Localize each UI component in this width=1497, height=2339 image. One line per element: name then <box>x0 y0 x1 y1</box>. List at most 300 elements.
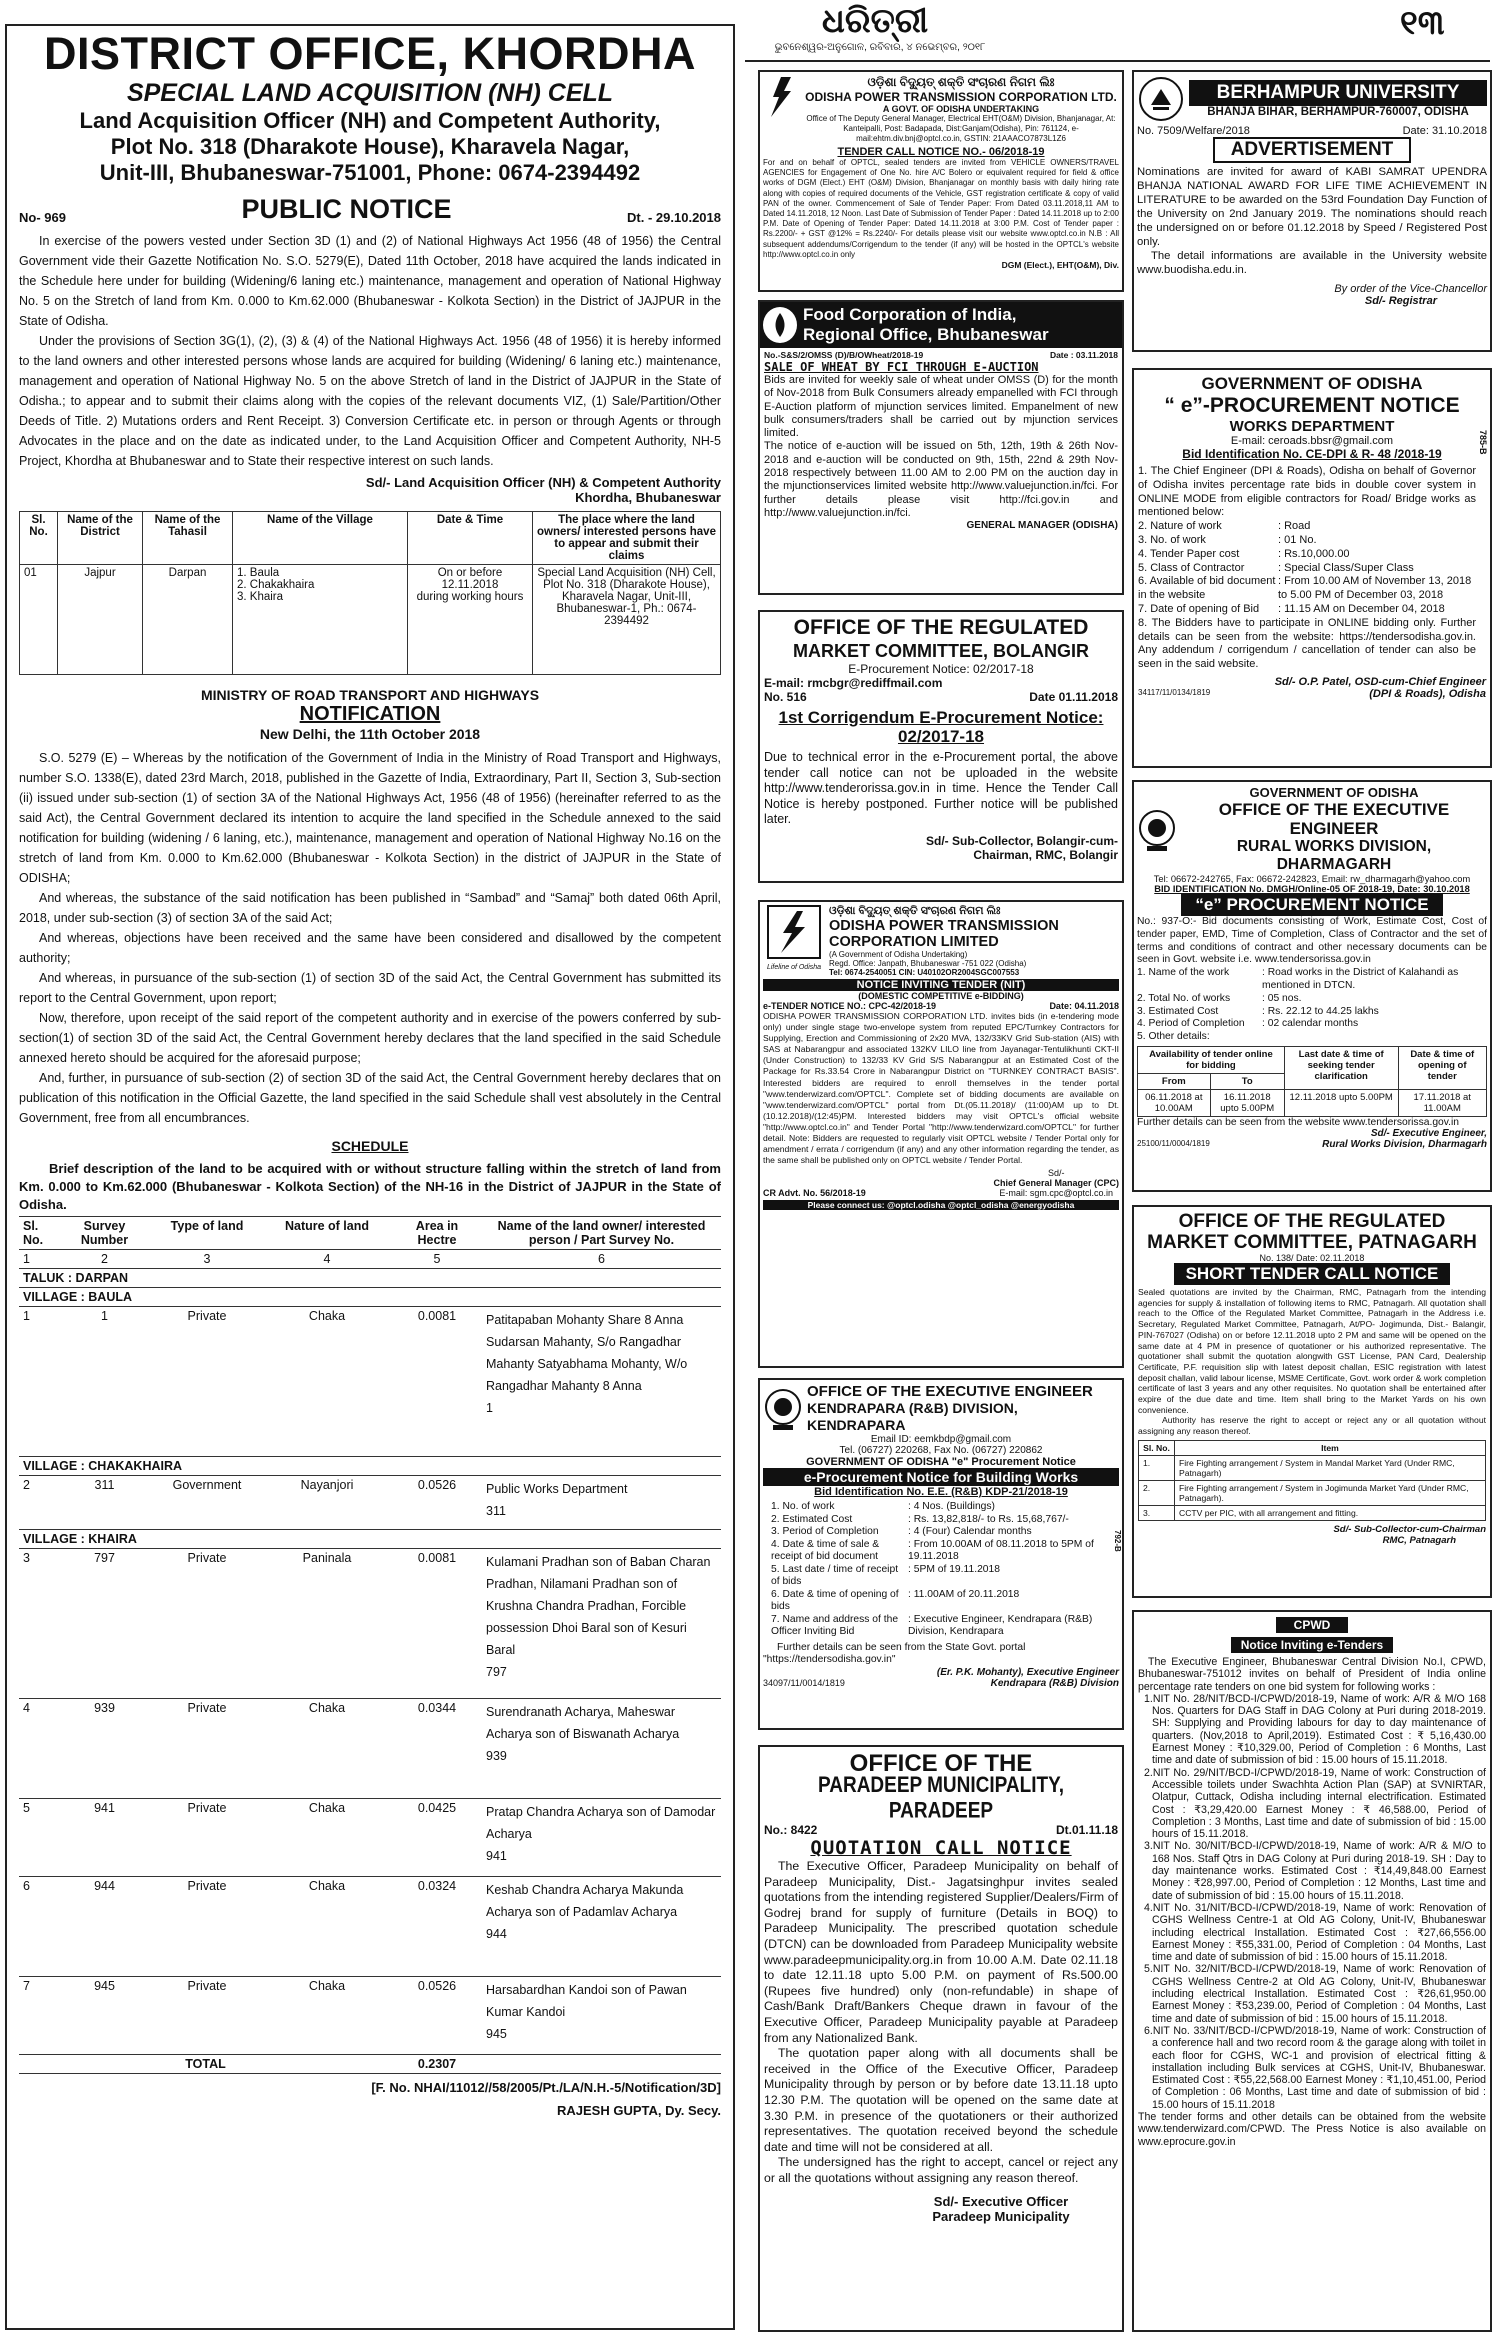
dates-table <box>1137 1046 1487 1117</box>
kendrapara-notice <box>758 1378 1124 1730</box>
item-key: 2. Nature of work <box>1138 520 1222 533</box>
auction-heading: SALE OF WHEAT BY FCI THROUGH E-AUCTION <box>764 360 1039 374</box>
address: Office of The Deputy General Manager, Electrical EHT(O&M) Division, Bhanjanagar, At: Kanteipalli, Post: Badapada, Dist:Ganjam(Odisha), Pin: 761124, e-mail:ehtm.div.bnj@optcl.co.in, GSTIN: 21AAACO7873L1Z6 <box>806 114 1116 143</box>
table-header: Name of the land owner/ interested person / Part Survey No. <box>482 1217 721 1250</box>
column-number: 5 <box>433 1252 441 1266</box>
column-number: 1 <box>23 1252 30 1266</box>
item-value: : 4 (Four) Calendar months <box>908 1526 1032 1537</box>
procurement-heading: “e” PROCUREMENT NOTICE <box>1181 894 1442 916</box>
university-address: BHANJA BIHAR, BERHAMPUR-760007, ODISHA <box>1207 106 1469 118</box>
paragraph: The detail informations are available in the University website www.buodisha.edu.in. <box>1137 250 1487 276</box>
part-survey: 311 <box>486 1504 506 1518</box>
part-survey: 939 <box>486 1749 507 1763</box>
table-header: Availability of tender online for bidding <box>1138 1046 1285 1073</box>
notice-number: No. 138/ Date: 02.11.2018 <box>1259 1253 1365 1263</box>
cell: 7 <box>23 1979 30 1993</box>
advt-number: CR Advt. No. 56/2018-19 <box>763 1188 866 1199</box>
cell: 0.0324 <box>417 1879 457 1893</box>
signature: Sd/- Executive Officer <box>933 2194 1069 2210</box>
optcl-tender-notice <box>758 70 1124 292</box>
cell: 945 <box>94 1979 115 1993</box>
cell: 0.0081 <box>417 1309 457 1323</box>
telephone: Tel. (06727) 220268, Fax No. (06727) 220862 <box>839 1445 1043 1456</box>
procurement-number: E-Procurement Notice: 02/2017-18 <box>848 662 1034 676</box>
paragraph: Authority has reserve the right to accept or reject any or all quotation without assigning any reason thereof. <box>1138 1415 1486 1437</box>
cell: 2 <box>23 1478 30 1492</box>
item-value: : 11.15 AM on December 04, 2018 <box>1278 602 1445 615</box>
paragraph: No.: 937-O:- Bid documents consisting of Work, Estimate Cost, Cost of tender paper, EMD, Time of Completion, Class of Contractor and the set of terms and conditions of contract and other necessary documents can be seen in Govt. website i.e. www.tendersorissa.gov.in <box>1137 916 1487 966</box>
odia-name: ଓଡ଼ିଶା ବିଦ୍ୟୁତ୍ ଶକ୍ତି ସଂଚାରଣ ନିଗମ ଲିଃ <box>867 75 1055 89</box>
table-row <box>19 1799 721 1877</box>
table-cell: 1. <box>1139 1455 1175 1480</box>
cell: Private <box>187 1551 227 1565</box>
office-title: OFFICE OF THE EXECUTIVE ENGINEER <box>807 1383 1093 1400</box>
items-table <box>1138 1440 1486 1521</box>
reference-number: 34117/11/0134/1819 <box>1138 687 1211 697</box>
cell: Paninala <box>302 1551 352 1565</box>
table-row <box>19 1549 721 1699</box>
signature: Sd/- Registrar <box>1364 295 1437 307</box>
office-title: RURAL WORKS DIVISION, DHARMAGARH <box>1236 838 1432 873</box>
column-number: 6 <box>598 1252 605 1266</box>
cell: Chaka <box>308 1701 346 1715</box>
signature: GENERAL MANAGER (ODISHA) <box>966 520 1118 532</box>
table-cell: 3. <box>1139 1505 1175 1520</box>
masthead <box>745 1 1005 41</box>
address-line: Plot No. 318 (Dharakote House), Kharavela Nagar, <box>110 134 630 159</box>
reference-number: 34097/11/0014/1819 <box>763 1677 845 1688</box>
table-cell: CCTV per PIC, with all arrangement and fitting. <box>1175 1505 1486 1520</box>
company-name: ODISHA POWER TRANSMISSION CORPORATION LTD. <box>805 90 1117 104</box>
item-key: 3. No. of work <box>1138 533 1206 546</box>
owner: Public Works Department <box>486 1482 628 1496</box>
cell: Private <box>187 1801 227 1815</box>
side-code: 792-B <box>1113 1530 1122 1552</box>
cpwd-notice <box>1132 1610 1492 2332</box>
table-cell: On or before 12.11.2018 during working hours <box>408 565 533 675</box>
item-key: 4. Period of Completion <box>1137 1018 1245 1030</box>
owner: Pratap Chandra Acharya son of Damodar Acharya <box>486 1805 716 1841</box>
office-title: OFFICE OF THE REGULATED <box>1178 1211 1446 1232</box>
cell: Private <box>187 1879 227 1893</box>
bid-id: BID IDENTIFICATION No. DMGH/Online-05 OF 2018-19, Date: 30.10.2018 <box>1154 884 1470 894</box>
owner: Harsabardhan Kandoi son of Pawan Kumar Kandoi <box>486 1983 687 2019</box>
university-name: BERHAMPUR UNIVERSITY <box>1189 80 1487 106</box>
signature: (DPI & Roads), Odisha <box>1369 687 1486 700</box>
gov-title: GOVERNMENT OF ODISHA <box>1201 374 1423 393</box>
further-details: Further details can be seen from the State Govt. portal "https://tendersodisha.gov.in" <box>763 1641 1026 1665</box>
nit-item: 3.NIT No. 30/NIT/BCD-I/CPWD/2018-19, Name of work: A/R & M/O to 168 Nos. Staff Qtrs in DAG Colony at Puri during 2018-19. SH : Day to day maintenance works. Estimated Cost : ₹14,49,848.00 Earnest Money : ₹28,997.00, Period of Completion : 12 Months, Last time and date of submission of bid : 15.00 hours of 15.11.2018. <box>1144 1840 1486 1902</box>
claims-table <box>19 511 721 675</box>
signature: RMC, Patnagarh <box>1382 1534 1456 1546</box>
paragraph: The quotation paper along with all documents shall be received in the Office of the Executive Officer, Paradeep Municipality through by person or by before date 13.11.18 upto 12.30 P.M. The quotation will be opened on the same date at 3.30 P.M. in presence of the quotationers or their authorized representatives. The quotation received beyond the schedule date and time will not be considered at all. <box>764 2046 1118 2154</box>
item-key: 6. Available of bid document in the website <box>1138 575 1276 602</box>
table-cell: 06.11.2018 at 10.00AM <box>1138 1089 1211 1116</box>
tender-body: ODISHA POWER TRANSMISSION CORPORATION LTD. invites bids (in e-tendering mode only) under single stage two-envelope system from reputed EPC/Turnkey Contractors for Supplying, Erection and Commissioning of 2x20 MVA, 132/33KV Grid Sub-station (AIS) with SAS at Nabarangpur and associated 132KV LILO line from Jayanagar-Tentulikhunti CKT-II (Under Construction) to 132/33 KV Grid S/S Nabarangpur at an Estimated Cost of the Package for Rs.33.54 Crore in Nabarangpur District on "TURNKEY CONTRACT BASIS". Interested bidders are required to enroll themselves in the tender portal "www.tenderwizard.com/OPTCL". Complete set of bidding documents are available on "www.tenderwizard.com/OPTCL" portal from Dt.(05.11.2018)/ (11:00)AM up to Dt.(10.12.2018)/(12:45)PM. Interested bidders may visit OPTCL's official website "http://www.optcl.co.in" and Tender Portal "http://www.tenderwizard.com/OPTCL" for further detail. Note: Bidders are requested to regularly visit OPTCL website / Tender Portal only for amendment / errata / corrigendum (if any) and any other information regarding the tender, as the same shall be published only on OPTCL website / Tender Portal. <box>763 1011 1119 1166</box>
paragraph: And, further, in pursuance of sub-section (2) of section 3D of the said Act, the Central Government hereby declares that on publication of this notification in the Official Gazette, the land specified in the said Schedule shall vest absolutely in the Central Government, free from all encumbrances. <box>19 1071 721 1125</box>
fci-name: Food Corporation of India, <box>803 305 1017 324</box>
cell-title: SPECIAL LAND ACQUISITION (NH) CELL <box>126 79 614 107</box>
nit-heading: NOTICE INVITING TENDER (NIT) <box>763 979 1119 991</box>
paragraph: 1. The Chief Engineer (DPI & Roads), Odisha on behalf of Governor of Odisha invites percentage rate bids in double cover system in ONLINE MODE from eligible contractors for Road/ Bridge works as mentioned below: <box>1138 465 1476 519</box>
table-cell: Jajpur <box>58 565 143 675</box>
village-label: VILLAGE : CHAKAKHAIRA <box>23 1459 183 1473</box>
owner: Patitapaban Mohanty Share 8 Anna Sudarsan Mahanty, S/o Rangadhar Mahanty Satyabhama Mohanty, W/o Rangadhar Mahanty 8 Anna <box>486 1313 688 1393</box>
reference-number: No.-S&S/2/OMSS (D)/B/OWheat/2018-19 <box>764 350 924 360</box>
table-header: Area in Hectre <box>392 1217 482 1250</box>
signature: Kendrapara (R&B) Division <box>990 1677 1119 1689</box>
paragraph: Under the provisions of Section 3G(1), (2), (3) & (4) of the National Highways Act. 1956 (48 of 1956) it is hereby informed to the land owners and other interested persons whose lands are acquired for building (Widening/ 6 laning etc.) maintenance, management and operation of National Highway No. 5 on the above Stretch of land in the District of JAJPUR in the State of Odisha.; to appear and to submit their claims along with the copies of the relevant documents VIZ, (1) Sale/Partition/Other Deeds of Title. 2) Mutations orders and Rent Receipt. 3) Conversion Certificate etc. in person or through Agents or through Advocates in the place and on the date as indicated under, to the Land Acquisition Officer and Competent Authority, NH-5 Project, Khordha at Bhubaneswar and to State their respective interest on such lands. <box>19 334 721 468</box>
signature: By order of the Vice-Chancellor <box>1334 283 1487 295</box>
paragraph: S.O. 5279 (E) – Whereas by the notification of the Government of India in the Ministry of Road Transport and Highways, number S.O. 1338(E), dated 23rd March, 2018, published in the Gazette of India, Extraordinary, Part II, Section 3, Sub-section (ii) issued under sub-section (1) of section 3A of the National Highways Act, 1956 (48 of 1956) (hereinafter referred to as the said Act), the Central Government declared its intention to acquire the land specified in the Schedule annexed to the said notification for building (widening / 6 laning, etc.), maintenance, management and operation of National Highway No.16 on the stretch of land from Km. 0.000 to Km.62.000 (Bhubaneswar - Kolkota Section) in the district of JAJPUR in the State of ODISHA; <box>19 751 721 885</box>
bid-id: Bid Identification No. CE-DPI & R- 48 /2018-19 <box>1182 447 1442 461</box>
procurement-heading: “ e”-PROCUREMENT NOTICE <box>1164 394 1460 417</box>
notification-date: New Delhi, the 11th October 2018 <box>259 726 481 742</box>
signer: RAJESH GUPTA, Dy. Secy. <box>557 2103 721 2118</box>
nit-item: 4.NIT No. 31/NIT/BCD-I/CPWD/2018-19, Name of work: Renovation of CGHS Wellness Centre-1 at Old AG Colony, Unit-IV, Bhubaneswar including electrical Installation. Estimated Cost : ₹27,66,556.00 Earnest Money : ₹55,331.00, Period of Completion : 04 Months, Last time and date of submission of bid : 15.00 hours of 15.11.2018. <box>1144 1901 1486 1964</box>
tagline: Lifeline of Odisha <box>766 964 822 971</box>
item-key: 4. Date & time of sale & receipt of bid document <box>771 1538 880 1562</box>
cell: 944 <box>94 1879 115 1893</box>
dateline: ଭୁବନେଶ୍ୱର-ଅନୁଗୋଳ, ରବିବାର, ୪ ନଭେମ୍ବର, ୨୦୧୮ <box>774 42 986 53</box>
table-header: Name of the Village <box>233 512 408 565</box>
subtitle: (A Government of Odisha Undertaking) <box>829 950 968 959</box>
item-key: 4. Tender Paper cost <box>1138 547 1240 560</box>
company-name: CORPORATION LIMITED <box>829 934 999 950</box>
public-notice-heading: PUBLIC NOTICE <box>241 194 452 224</box>
part-survey: 944 <box>486 1927 507 1941</box>
tender-date: Date: 04.11.2018 <box>1049 1001 1119 1011</box>
table-header: Sl. No. <box>20 512 58 565</box>
owner: Kulamani Pradhan son of Baban Charan Pradhan, Nilamani Pradhan son of Krushna Chandra Pradhan, Forcible possession Dhoi Baral son of Kesuri Baral <box>486 1555 711 1657</box>
department: WORKS DEPARTMENT <box>1229 418 1395 435</box>
item-value: : 4 Nos. (Buildings) <box>908 1501 995 1512</box>
signature: Sd/- <box>1047 1168 1065 1179</box>
table-row <box>19 1977 721 2055</box>
further-details: Further details can be seen from the website www.tendersorissa.gov.in <box>1137 1116 1460 1128</box>
total-label: TOTAL <box>185 2057 226 2071</box>
fci-logo-icon <box>763 307 797 343</box>
nit-item: 6.NIT No. 33/NIT/BCD-I/CPWD/2018-19, Name of work: Construction of a conference hall and two record room & the garage along with toilet in each floor for CGHS, WC-1 and provision of electrical fitting & installation including Bulk services at CGHS, Unit-IV, Bhubaneswar. Estimated Cost : ₹55,22,568.00 Earnest Money : ₹1,10,451.00, Period of Completion : 06 Months, Last time and date of submission of bid : 15.00 hours of 15.11.2018 <box>1144 2024 1486 2111</box>
paragraph: Nominations are invited for award of KABI SAMRAT UPENDRA BHANJA NATIONAL AWARD FOR LIFE TIME ACHIEVEMENT IN LITERATURE to be awarded on the 53rd Foundation Day Function of the University on 2nd January 2019. The nominations should reach the undersigned on or before 01.12.2018 by Speed / Registered Post only. <box>1137 166 1487 248</box>
schedule-heading: SCHEDULE <box>331 1138 409 1154</box>
item-value: : 5PM of 19.11.2018 <box>908 1563 1000 1575</box>
cell: Chaka <box>308 1979 346 1993</box>
cell: Chaka <box>308 1879 346 1893</box>
column-number: 2 <box>101 1252 108 1266</box>
notice-number: No- 969 <box>19 210 66 225</box>
table-header: Item <box>1175 1440 1486 1455</box>
table-row <box>19 1307 721 1457</box>
signature: Paradeep Municipality <box>932 2209 1070 2225</box>
paragraph: And whereas, the substance of the said notification has been published in “Sambad” and “Samaj” both dated 06th April, 2018, under sub-section (3) of section 3A of the said Act; <box>19 891 721 925</box>
reference-number: 25100/11/0004/1819 <box>1137 1138 1210 1148</box>
footer-note: The tender forms and other details can be obtained from the website www.tenderwizard.com/CPWD. The Press Notice is also available on www.eprocure.gov.in <box>1138 2110 1486 2148</box>
signature: Chairman, RMC, Bolangir <box>973 847 1118 862</box>
item-value: : From 10.00 AM of November 13, 2018 to 5.00 PM of December 03, 2018 <box>1278 575 1472 602</box>
item-value: : Special Class/Super Class <box>1278 561 1414 574</box>
office-title: KENDRAPARA (R&B) DIVISION, KENDRAPARA <box>807 1400 1018 1433</box>
email: E-mail: sgm.cpc@optcl.co.in <box>999 1188 1114 1199</box>
part-survey: 945 <box>486 2027 507 2041</box>
cell: 3 <box>23 1551 30 1565</box>
signature: Sd/- Sub-Collector-cum-Chairman <box>1333 1523 1486 1535</box>
table-row <box>19 1877 721 1977</box>
gov-heading: GOVERNMENT OF ODISHA "e" Procurement Notice <box>806 1456 1076 1468</box>
contact: Tel: 0674-2540051 CIN: U40102OR2004SGC007553 <box>829 968 1020 977</box>
company-name: ODISHA POWER TRANSMISSION <box>829 918 1059 934</box>
signature: Khordha, Bhubaneswar <box>575 490 721 505</box>
khordha-notice <box>5 24 735 2330</box>
item-key: 7. Date of opening of Bid <box>1138 602 1260 615</box>
table-cell: 1. Baula 2. Chakakhaira 3. Khaira <box>233 565 408 675</box>
table-header: Type of land <box>152 1217 262 1250</box>
item-key: 3. Estimated Cost <box>1137 1005 1219 1017</box>
newspaper-name: ଧରିତ୍ରୀ <box>821 1 929 41</box>
paragraph: Sealed quotations are invited by the Chairman, RMC, Patnagarh from the intending agencies for supply & installation of following items to RMC, Patnagarh. All quotation shall reach to the Office of the Regulated Market Committee, Patnagarh in the Address i.e. Secretary, Regulated Market Committee, Patnagarh, At/PO- Jogimunda, Dist.- Balangir, PIN-767027 (Odisha) on or before 12.11.2018 upto 2 PM and same will be opened on the same date at 4 PM in presence of quotationer or his authorized representative. The quotationer shall submit the quotation alongwith GST License, PAN Card, Dealership Certificate, P.F. requisition slip with latest deposit challan, ESIC registration with latest deposit challan, valid labour license, MSME Certificate, Govt. work order & work completion certificate of last 3 years and any other requisites. No quotation shall be entertained after expire of the due date and time. Item shall bring to the Market Yards on his own convenience. <box>1138 1287 1486 1415</box>
item-value: : 11.00AM of 20.11.2018 <box>908 1588 1020 1600</box>
corrigendum-heading: 1st Corrigendum E-Procurement Notice: 02/2017-18 <box>778 708 1104 746</box>
paragraph: The notice of e-auction will be issued on 5th, 12th, 19th & 26th Nov-2018 and e-auction will be conducted on 9th, 15th, 22nd & 29th Nov-2018 respectively between 11.00 AM to 2.00 PM on the auction day in the mjunctionservices limited website http://www.valuejunction.in/fci. For further details please visit http://fci.gov.in and http://www.valuejunction.in/fci. <box>764 440 1118 519</box>
table-header: Date & time of opening of tender <box>1398 1046 1486 1089</box>
notice-date: Date 01.11.2018 <box>1029 690 1118 704</box>
item-key: 5. Other details: <box>1137 1031 1210 1043</box>
email: E-mail: ceroads.bbsr@gmail.com <box>1230 435 1394 447</box>
signature: Sd/- Sub-Collector, Bolangir-cum- <box>925 833 1118 848</box>
works-department-notice <box>1132 368 1492 768</box>
table-row <box>19 1476 721 1530</box>
subtitle: A GOVT. OF ODISHA UNDERTAKING <box>882 104 1040 114</box>
item-key: 7. Name and address of the Officer Inviting Bid <box>771 1613 899 1637</box>
notice-date: Date: 31.10.2018 <box>1402 125 1487 137</box>
notice-number: No.: 8422 <box>764 1823 818 1837</box>
item-value: : 02 calendar months <box>1262 1018 1359 1030</box>
office-title: MARKET COMMITTEE, BOLANGIR <box>793 641 1089 661</box>
odisha-emblem-icon <box>763 1387 803 1431</box>
table-cell: Fire Fighting arrangement / System in Jogimunda Market Yard (Under RMC, Patnagarh). <box>1175 1480 1486 1505</box>
column-number: 3 <box>203 1252 211 1266</box>
municipality-name: PARADEEP MUNICIPALITY, PARADEEP <box>818 1773 1064 1824</box>
part-survey: 797 <box>486 1665 507 1679</box>
cell: 0.0344 <box>417 1701 457 1715</box>
paragraph: Due to technical error in the e-Procurement portal, the above tender call notice can not be uploaded in the website http://www.tenderorissa.gov.in in time. Hence the Tender Call Notice is hereby postponed. Further notice will be published later. <box>764 750 1118 826</box>
item-key: 2. Estimated Cost <box>771 1513 853 1525</box>
notice-date: Dt. - 29.10.2018 <box>627 210 721 225</box>
email: Email ID: eemkbdp@gmail.com <box>870 1434 1012 1445</box>
owner: Keshab Chandra Acharya Makunda Acharya son of Padamlav Acharya <box>486 1883 684 1919</box>
item-value <box>1262 1031 1487 1044</box>
fci-notice <box>758 300 1124 595</box>
item-value: : Road <box>1278 520 1311 533</box>
paragraph: In exercise of the powers vested under Section 3D (1) and (2) of National Highways Act 1956 (48 of 1956) the Central Government vide their Gazette Notification No. S.O. 5279(E), Dated 11th October, 2018 have acquired the lands indicated in the Schedule here under for building (Widening/6 laning etc.) maintenance, management and operation of National Highway No. 5 on the Stretch of land from Km. 0.000 to Km.62.000 (Bhubaneswar - Kolkota Section) in the District of JAJPUR in the State of Odisha. <box>19 234 721 328</box>
address-line: Land Acquisition Officer (NH) and Competent Authority, <box>79 108 661 133</box>
procurement-heading: e-Procurement Notice for Building Works <box>763 1468 1119 1486</box>
part-survey: 941 <box>486 1849 507 1863</box>
ministry-title: MINISTRY OF ROAD TRANSPORT AND HIGHWAYS <box>200 687 540 703</box>
table-header: Sl. No. <box>1139 1440 1175 1455</box>
gov-title: GOVERNMENT OF ODISHA <box>1249 785 1419 800</box>
table-header: Name of the District <box>58 512 143 565</box>
nit-subheading: (DOMESTIC COMPETITIVE e-BIDDING) <box>858 991 1024 1001</box>
table-header: Date & Time <box>408 512 533 565</box>
column-number: 4 <box>323 1252 331 1266</box>
village-label: VILLAGE : BAULA <box>23 1290 133 1304</box>
notification-heading: NOTIFICATION <box>299 703 441 725</box>
office-title: OFFICE OF THE EXECUTIVE ENGINEER <box>1218 800 1450 838</box>
notice-number: No. 7509/Welfare/2018 <box>1137 125 1250 137</box>
owner: Surendranath Acharya, Maheswar Acharya son of Biswanath Acharya <box>486 1705 680 1741</box>
table-header: Last date & time of seeking tender clarification <box>1284 1046 1398 1089</box>
optcl-nit-notice <box>758 900 1124 1368</box>
table-cell: 2. <box>1139 1480 1175 1505</box>
cell: Private <box>187 1979 227 1993</box>
item-value: : Road works in the District of Kalahandi as mentioned in DTCN. <box>1262 967 1459 991</box>
paragraph: And whereas, in pursuance of the sub-section (1) of section 3D of the said Act, the Central Government has submitted its report to the Central Government, upon report; <box>19 971 721 1005</box>
item-key: 2. Total No. of works <box>1137 992 1231 1004</box>
table-header: Sl. No. <box>19 1217 57 1250</box>
cpwd-title: CPWD <box>1276 1617 1349 1633</box>
schedule-description: Brief description of the land to be acquired with or without structure falling within the stretch of land from Km. 0.000 to Km.62.000 (Bhubaneswar - Kolkota Section) of the NH-16 in the District of JAJPUR in the State of Odisha. <box>19 1161 721 1212</box>
cell: Nayanjori <box>300 1478 354 1492</box>
table-row <box>19 1699 721 1799</box>
side-code: 785-B <box>1478 430 1488 455</box>
item-value: : 05 nos. <box>1262 992 1302 1004</box>
odisha-emblem-icon <box>1137 808 1177 852</box>
address-line: Unit-III, Bhubaneswar-751001, Phone: 0674-2394492 <box>99 160 641 185</box>
nit-item: 2.NIT No. 29/NIT/BCD-I/CPWD/2018-19, Name of work: Construction of Accessible toilets under Swachhta Action Plan (SAP) at SVNIRTAR, Olatpur, Cuttack, Odisha including internal electrification. Estimated Cost : ₹3,29,420.00 Earnest Money : ₹ 46,588.00, Period of Completion : 3 Months, Last time and date of submission of bid : 15.00 hours of 15.11.2018. <box>1144 1766 1486 1841</box>
signature: Chief General Manager (CPC) <box>993 1178 1119 1189</box>
contact: Tel: 06672-242765, Fax: 06672-242823, Email: rw_dharmagarh@yahoo.com <box>1153 874 1471 884</box>
table-cell: Darpan <box>143 565 233 675</box>
e-tender-heading: Notice Inviting e-Tenders <box>1231 1637 1393 1653</box>
tender-body: For and on behalf of OPTCL, sealed tenders are invited from VEHICLE OWNERS/TRAVEL AGENCIES for Engagement of One No. hire A/C Bolero or equivalent required for field & office works of DGM (Elect.) EHT (O&M) Division, Bhanjanagar on monthly basis with daily hiring rate along with copies of required documents of the Vehicle, GST registration certificate & copy of valid PAN of the owner. Commencement of Sale of Tender Paper: From Dated 03.11.2018,11 AM to Dated 14.11.2018, 12 Noon. Last Date of Submission of Tender Paper : Dated 14.11.2018 up to 2:00 P.M. Date of Opening of Tender Paper: Dated 14.11.2018 at 3:00 P.M. Cost of Tender paper : Rs.2200/- + GST @12% = Rs.2240/- For details please visit our website www.optcl.co.in N.B : All subsequent addendums/Corrigendum to the tender (if any) will be hosted in the OPTCL's website http://www.optcl.co.in only <box>763 158 1119 259</box>
item-value: : Executive Engineer, Kendrapara (R&B) Division, Kendrapara <box>908 1613 1093 1637</box>
table-cell: 17.11.2018 at 11.00AM <box>1398 1089 1486 1116</box>
item-key: 5. Class of Contractor <box>1138 561 1245 574</box>
notice-date: Dt.01.11.18 <box>1055 1823 1118 1837</box>
paragraph: The Executive Officer, Paradeep Municipality on behalf of Paradeep Municipality, Dist.- Jagatsinghpur invites sealed quotations from the intending registered Supplier/Dealers/Firm of Godrej brand for supply of furniture (Details in BOQ) to Paradeep Municipality. The prescribed quotation schedule (DTCN) can be downloaded from Paradeep Municipality website www.paradeepmunicipality.org.in from 10.00 A.M. Date 02.11.18 to date 12.11.18 upto 5.00 P.M. on payment of Rs.500.00 (Rupees five hundred) only (non-refundable) in shape of Cash/Bank Draft/Bankers Cheque drawn in favour of the Executive Officer, Paradeep Municipality payable at Paradeep from any Nationalized Bank. <box>764 1859 1118 2045</box>
university-logo-icon <box>1137 75 1185 123</box>
cell: 311 <box>94 1478 115 1492</box>
item-key: 1. Name of the work <box>1137 967 1230 979</box>
office-title: OFFICE OF THE REGULATED <box>793 616 1089 639</box>
item-key: 3. Period of Completion <box>771 1526 879 1537</box>
item-value: : Rs. 13,82,818/- to Rs. 15,68,767/- <box>908 1513 1069 1525</box>
cell: Chaka <box>308 1309 346 1323</box>
cell: Chaka <box>308 1801 346 1815</box>
tender-number: e-TENDER NOTICE NO.: CPC-42/2018-19 <box>763 1001 937 1011</box>
quotation-heading: QUOTATION CALL NOTICE <box>810 1837 1072 1859</box>
total-area: 0.2307 <box>417 2057 457 2071</box>
email: E-mail: rmcbgr@rediffmail.com <box>764 676 943 690</box>
patnagarh-notice <box>1132 1205 1492 1598</box>
table-header: Nature of land <box>262 1217 392 1250</box>
table-cell: Special Land Acquisition (NH) Cell, Plot No. 318 (Dharakote House), Kharavela Nagar, Unit-III, Bhubaneswar-1, Ph.: 0674-2394492 <box>533 565 721 675</box>
paradeep-notice <box>758 1745 1124 2332</box>
table-cell: 16.11.2018 upto 5.00PM <box>1210 1089 1284 1116</box>
odia-name: ଓଡ଼ିଶା ବିଦ୍ୟୁତ୍ ଶକ୍ତି ସଂଚାରଣ ନିଗମ ଲିଃ <box>829 905 1001 917</box>
item-key: 5. Last date / time of receipt of bids <box>771 1563 899 1587</box>
paragraph: And whereas, objections have been received and the same have been considered and disallowed by the competent authority; <box>19 931 721 965</box>
paragraph: Now, therefore, upon receipt of the said report of the competent authority and in exercise of the powers conferred by sub-section(1) of section 3D of the said Act, the Central Government hereby declares that the land specified in the said Schedule annexed hereto should be acquired for the aforesaid purpose; <box>19 1011 721 1065</box>
item-value: : Rs. 22.12 to 44.25 lakhs <box>1262 1005 1379 1017</box>
advertisement-heading: ADVERTISEMENT <box>1213 137 1412 163</box>
notice-date: Date : 03.11.2018 <box>1049 350 1118 360</box>
signature: (Er. P.K. Mohanty), Executive Engineer <box>936 1666 1119 1678</box>
cell: 1 <box>101 1309 108 1323</box>
address: Regd. Office: Janpath, Bhubaneswar -751 022 (Odisha) <box>829 959 1027 968</box>
cell: 6 <box>23 1879 30 1893</box>
paragraph: Bids are invited for weekly sale of wheat under OMSS (D) for the month of Nov-2018 from Bulk Consumers already empanelled with FCI through E-Auction platform of mjunction services limited. Empanelment of new bulk consumers/traders shall be carried out by mjunction services limited. <box>764 374 1118 440</box>
office-title: MARKET COMMITTEE, PATNAGARH <box>1147 1232 1477 1253</box>
signature: Sd/- Executive Engineer, <box>1370 1127 1487 1139</box>
bid-id: Bid Identification No. E.E. (R&B) KDP-21/2018-19 <box>814 1486 1068 1498</box>
signature: Sd/- Land Acquisition Officer (NH) & Competent Authority <box>365 475 721 490</box>
table-header: From <box>1138 1073 1211 1089</box>
file-number: [F. No. NHAI/11012//58/2005/Pt./LA/N.H.-5/Notification/3D] <box>371 2080 721 2095</box>
paragraph: The undersigned has the right to accept, cancel or reject any or all the quotations without assigning any reason thereof. <box>764 2155 1118 2185</box>
table-header: The place where the land owners/ interested persons have to appear and submit their claims <box>533 512 721 565</box>
social-links: Please connect us: @optcl.odisha @optcl_odisha @energyodisha <box>763 1200 1119 1210</box>
fci-office: Regional Office, Bhubaneswar <box>803 325 1049 344</box>
notice-number: No. 516 <box>764 690 807 704</box>
taluk-label: TALUK : DARPAN <box>23 1271 129 1285</box>
item-value: : From 10.00AM of 08.11.2018 to 5PM of 19.11.2018 <box>908 1538 1094 1562</box>
district-office-title: DISTRICT OFFICE, KHORDHA <box>44 28 696 79</box>
cell: 0.0081 <box>417 1551 457 1565</box>
cell: 5 <box>23 1801 30 1815</box>
cell: Private <box>187 1701 227 1715</box>
table-cell: 01 <box>20 565 58 675</box>
optcl-logo-icon <box>763 75 799 119</box>
cell: 4 <box>23 1701 30 1715</box>
item-value: : Rs.10,000.00 <box>1278 547 1350 560</box>
cell: Private <box>187 1309 227 1323</box>
paragraph: The Executive Engineer, Bhubaneswar Central Division No.I, CPWD, Bhubaneswar-751012 invites on behalf of President of India online percentage rate tenders on one bid system for following works : <box>1138 1656 1486 1693</box>
cell: Government <box>172 1478 242 1492</box>
berhampur-advertisement <box>1132 70 1492 352</box>
item-key: 1. No. of work <box>771 1501 835 1512</box>
cell: 0.0425 <box>417 1801 457 1815</box>
paragraph: 8. The Bidders have to participate in ONLINE bidding only. Further details can be seen from the website: https://tendersodisha.gov.in. Any addendum / corrigendum / cancellation of tender can also be seen in the said website. <box>1138 616 1476 671</box>
table-cell: 12.11.2018 upto 5.00PM <box>1284 1089 1398 1116</box>
signature: Rural Works Division, Dharmagarh <box>1322 1138 1487 1150</box>
table-cell: Fire Fighting arrangement / System in Mandal Market Yard (Under RMC, Patnagarh) <box>1175 1455 1486 1480</box>
nit-item: 1.NIT No. 28/NIT/BCD-I/CPWD/2018-19, Name of work: A/R & M/O 168 Nos. Quarters for DAG Staff in DAG Colony at Puri during 2018-2019. SH: Supplying and Providing labours for day to day maintenance of quarters. (Nov,2018 to April,2019). Estimated Cost : ₹ 5,16,430.00 Earnest Money : ₹10,329.00, Period of Completion : 6 Months, Last time and date of submission of bid : 15.00 hours of 15.11.2018. <box>1144 1692 1486 1767</box>
cell: 1 <box>23 1309 30 1323</box>
page-number: ୧୩ <box>1400 4 1445 42</box>
bolangir-corrigendum <box>758 610 1124 883</box>
schedule-table <box>19 1216 721 2074</box>
cell: 797 <box>94 1551 115 1565</box>
cell: 939 <box>94 1701 115 1715</box>
cell: 0.0526 <box>417 1979 457 1993</box>
tender-number: TENDER CALL NOTICE NO.- 06/2018-19 <box>837 146 1045 158</box>
signature: DGM (Elect.), EHT(O&M), Div. <box>1001 260 1119 271</box>
optcl-logo-icon <box>767 905 821 959</box>
cell: 0.0526 <box>417 1478 457 1492</box>
dharmagarh-notice <box>1132 780 1492 1192</box>
signature: Sd/- O.P. Patel, OSD-cum-Chief Engineer <box>1274 675 1486 688</box>
item-key: 6. Date & time of opening of bids <box>771 1588 899 1612</box>
table-header: To <box>1210 1073 1284 1089</box>
table-header: Name of the Tahasil <box>143 512 233 565</box>
village-label: VILLAGE : KHAIRA <box>23 1532 137 1546</box>
nit-item: 5.NIT No. 32/NIT/BCD-I/CPWD/2018-19, Name of work: Renovation of CGHS Wellness Centre-2 at Old AG Colony, Unit-IV, Bhubaneswar including electrical Installation. Estimated Cost : ₹26,61,950.00 Earnest Money : ₹53,239.00, Period of Completion : 04 Months, Last time and date of submission of bid : 15.00 hours of 15.11.2018. <box>1144 1963 1486 2025</box>
part-survey: 1 <box>486 1401 493 1415</box>
office-title: OFFICE OF THE <box>849 1750 1033 1777</box>
table-header: Survey Number <box>57 1217 152 1250</box>
